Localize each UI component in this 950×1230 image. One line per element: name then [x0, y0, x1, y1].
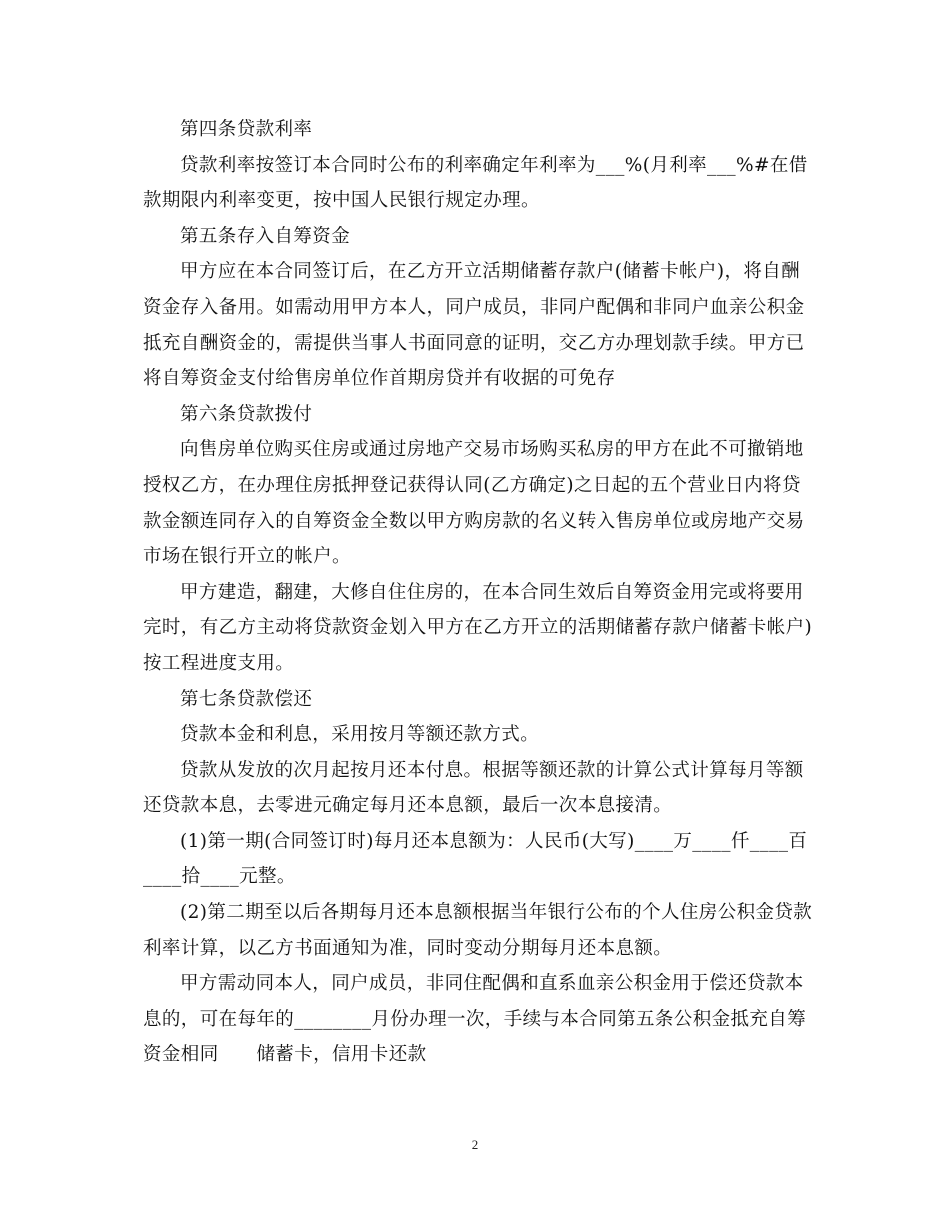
article-5-text: 甲方应在本合同签订后，在乙方开立活期储蓄存款户(储蓄卡帐户)，将自酬资金存入备用。如需动用甲方本人，同户成员，非同户配偶和非同户血亲公积金抵充自酬资金的，需提供当事人书面同意的证明，交乙方办理划款手续。甲方已将自筹资金支付给售房单位作首期房贷并有收据的可免存 — [143, 261, 805, 390]
article-6-heading: 第六条贷款拨付 — [180, 403, 313, 425]
page-number: 2 — [471, 1137, 479, 1152]
article-7-heading: 第七条贷款偿还 — [180, 688, 313, 710]
article-5-heading: 第五条存入自筹资金 — [180, 225, 351, 247]
article-7-text-2: 贷款从发放的次月起按月还本付息。根据等额还款的计算公式计算每月等额还贷款本息，去零进元确定每月还本息额，最后一次本息接清。 — [143, 759, 804, 817]
article-7-text-3: 甲方需动同本人，同户成员，非同住配偶和直系血亲公积金用于偿还贷款本息的，可在每年的________月份办理一次，手续与本合同第五条公积金抵充自筹资金相同 储蓄卡，信用卡还款 — [143, 973, 807, 1066]
document-body — [143, 112, 815, 1073]
article-6-text-1: 向售房单位购买住房或通过房地产交易市场购买私房的甲方在此不可撤销地授权乙方，在办理住房抵押登记获得认同(乙方确定)之日起的五个营业日内将贷款金额连同存入的自筹资金全数以甲方购房款的名义转入售房单位或房地产交易市场在银行开立的帐户。 — [143, 439, 805, 568]
article-4-text: 贷款利率按签订本合同时公布的利率确定年利率为___%(月利率___%#在借款期限内利率变更，按中国人民银行规定办理。 — [143, 154, 808, 212]
article-7-item-2: (2)第二期至以后各期每月还本息额根据当年银行公布的个人住房公积金贷款利率计算，以乙方书面通知为准，同时变动分期每月还本息额。 — [143, 902, 813, 959]
article-7-item-1: (1)第一期(合同签订时)每月还本息额为：人民币(大写)____万____仟____百____拾____元整。 — [143, 830, 808, 888]
article-4-heading: 第四条贷款利率 — [180, 119, 313, 140]
article-6-text-2: 甲方建造，翻建，大修自住住房的，在本合同生效后自筹资金用完或将要用完时，有乙方主动将贷款资金划入甲方在乙方开立的活期储蓄存款户储蓄卡帐户)按工程进度支用。 — [143, 581, 813, 674]
article-7-text-1: 贷款本金和利息，采用按月等额还款方式。 — [180, 724, 540, 746]
